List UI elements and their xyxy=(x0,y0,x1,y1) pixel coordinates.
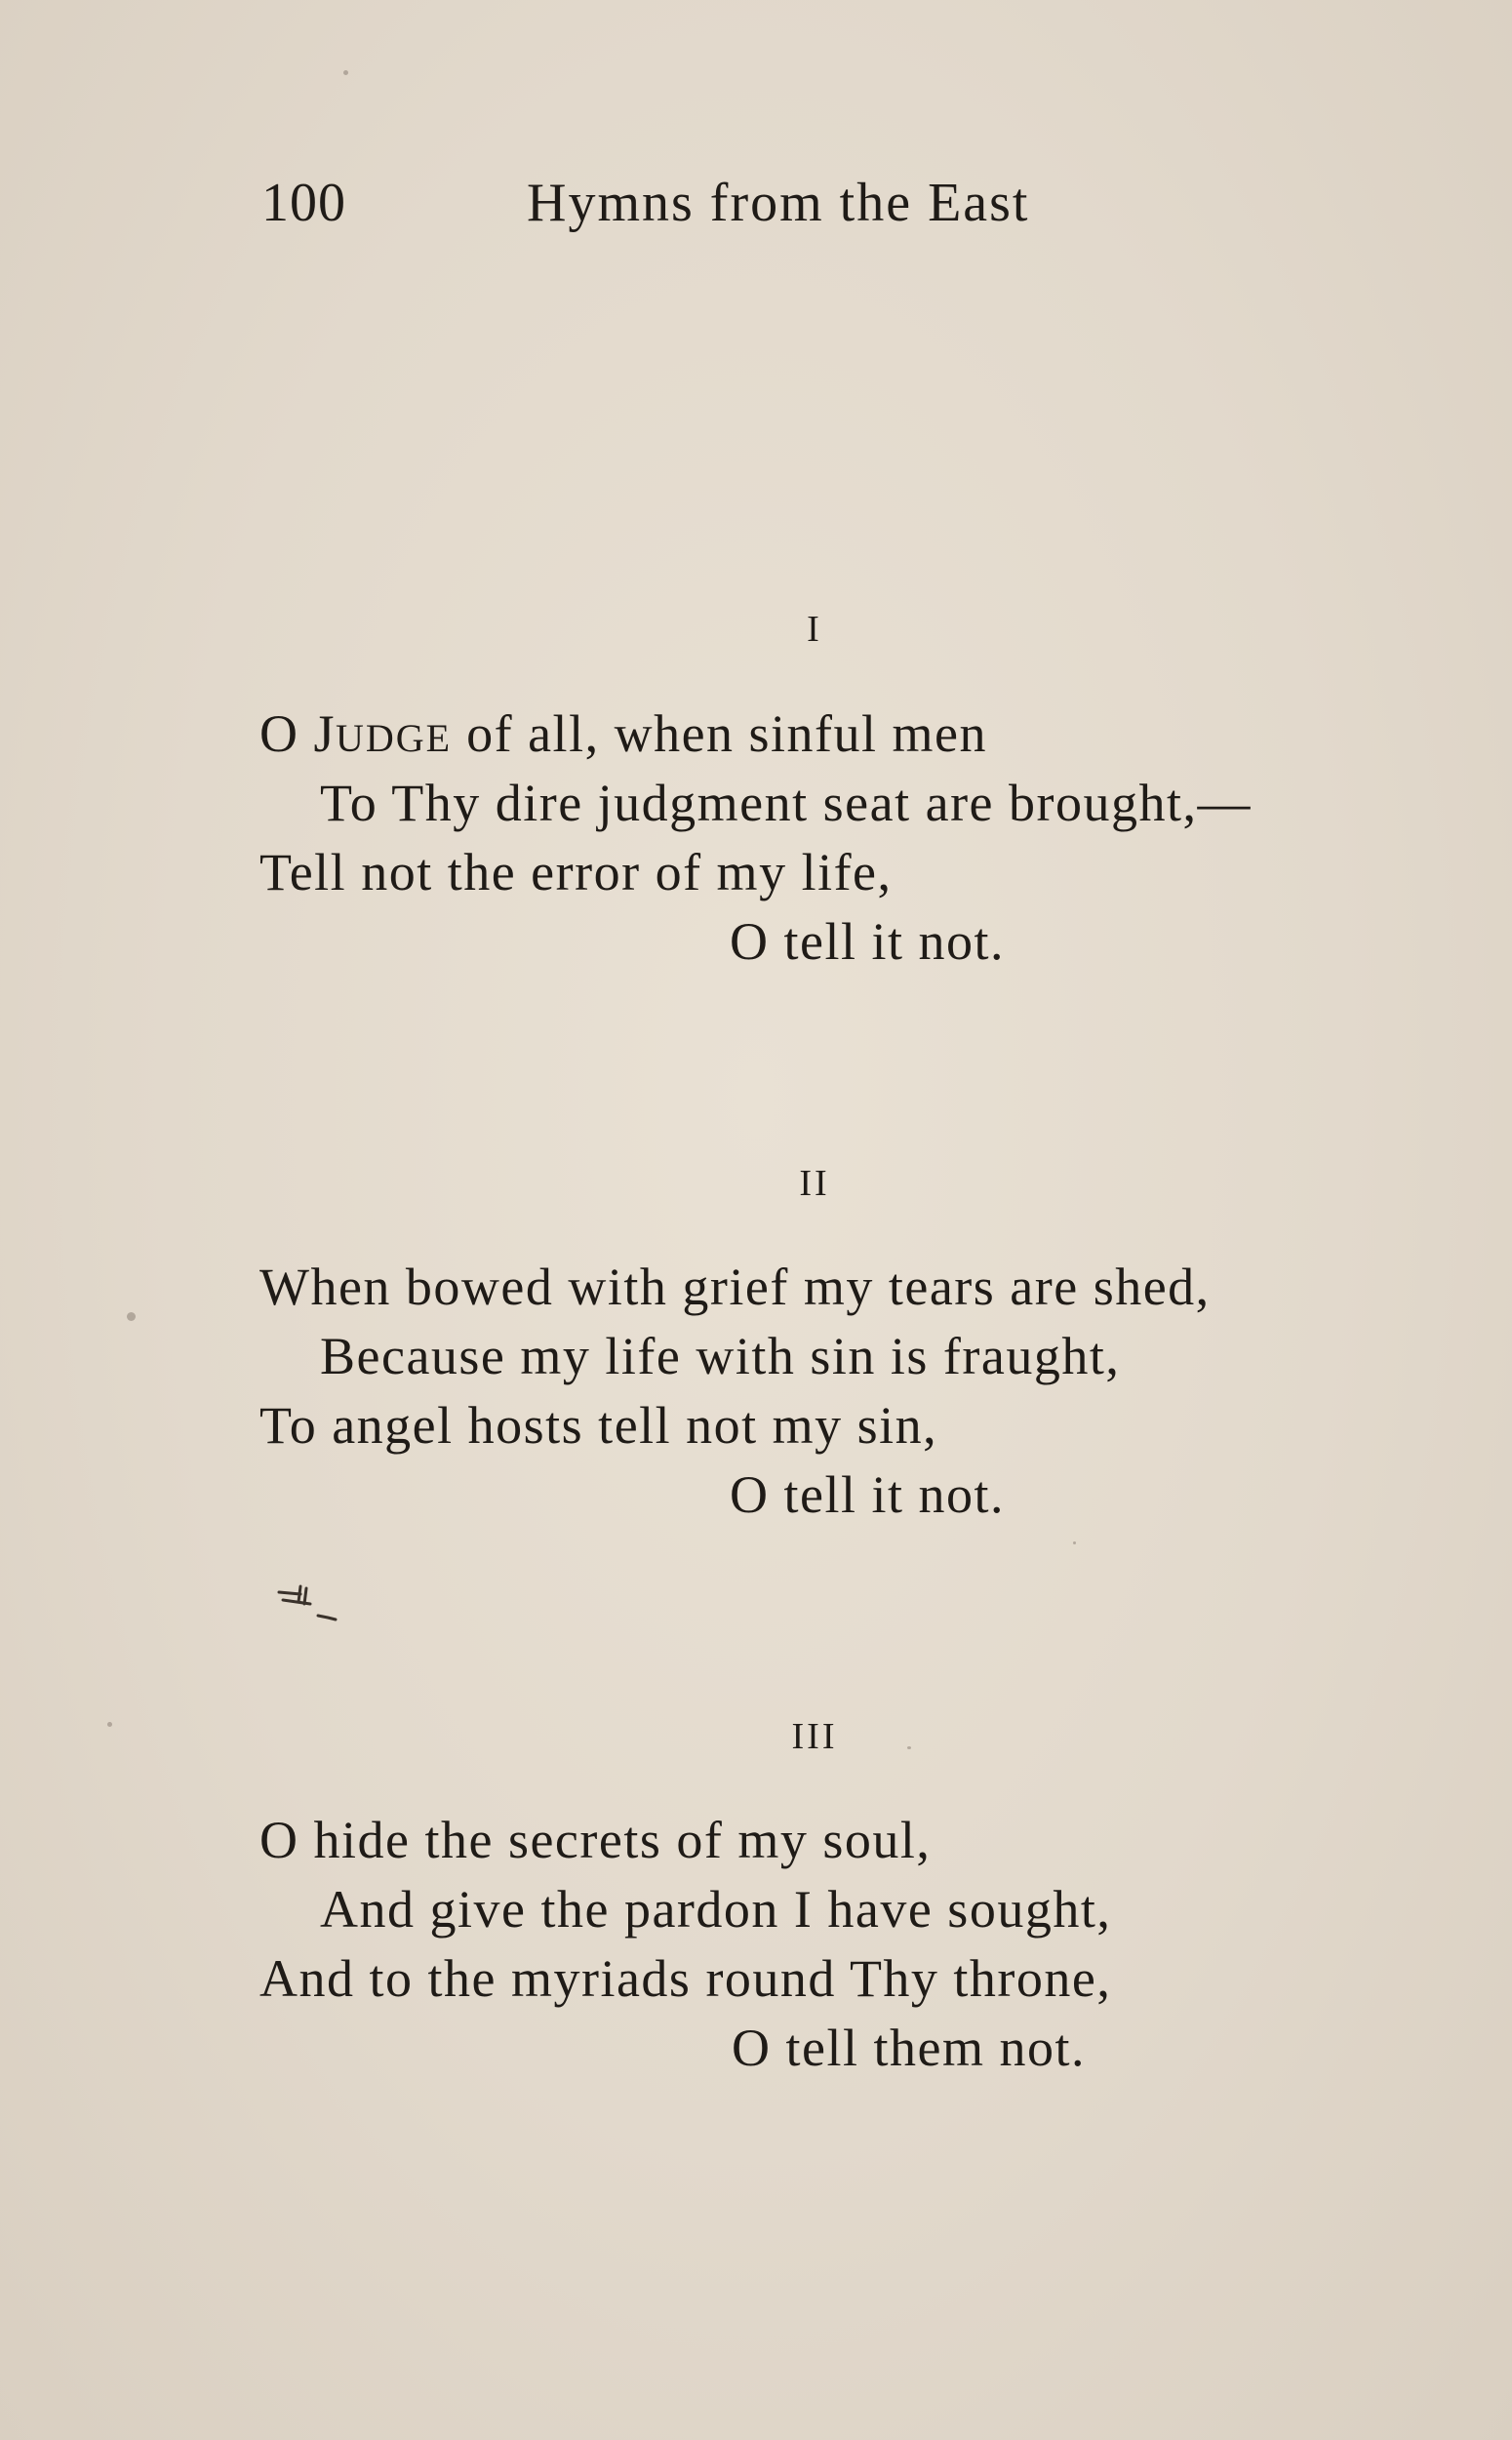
paper-speck xyxy=(343,70,348,75)
verse-line: And to the myriads round Thy throne, xyxy=(259,1949,1112,2008)
verse-line: Because my life with sin is fraught, xyxy=(320,1327,1121,1385)
running-head xyxy=(261,164,1237,242)
verse-line: When bowed with grief my tears are shed, xyxy=(259,1258,1211,1316)
paper-speck xyxy=(1073,1541,1076,1544)
ink-mark-icon xyxy=(271,1580,349,1639)
verse-line: O hide the secrets of my soul, xyxy=(259,1811,932,1869)
stanza-numeral: I xyxy=(807,609,822,650)
stanza-numeral: II xyxy=(799,1163,830,1204)
small-caps-word: UDGE xyxy=(336,716,453,760)
verse-line: And give the pardon I have sought, xyxy=(320,1880,1112,1939)
verse-line: O JUDGE of all, when sinful men xyxy=(259,704,988,763)
page-number: 100 xyxy=(261,173,346,233)
verse-line: O tell it not. xyxy=(730,912,1005,971)
paper-speck xyxy=(127,1312,136,1321)
verse-line: Tell not the error of my life, xyxy=(259,843,893,901)
verse-line: To Thy dire judgment seat are brought,— xyxy=(320,774,1253,832)
verse-line: O tell it not. xyxy=(730,1465,1005,1524)
verse-line: To angel hosts tell not my sin, xyxy=(259,1396,938,1455)
stanza-numeral: III xyxy=(791,1716,838,1757)
verse-line: O tell them not. xyxy=(732,2019,1086,2077)
book-title: Hymns from the East xyxy=(527,173,1030,233)
